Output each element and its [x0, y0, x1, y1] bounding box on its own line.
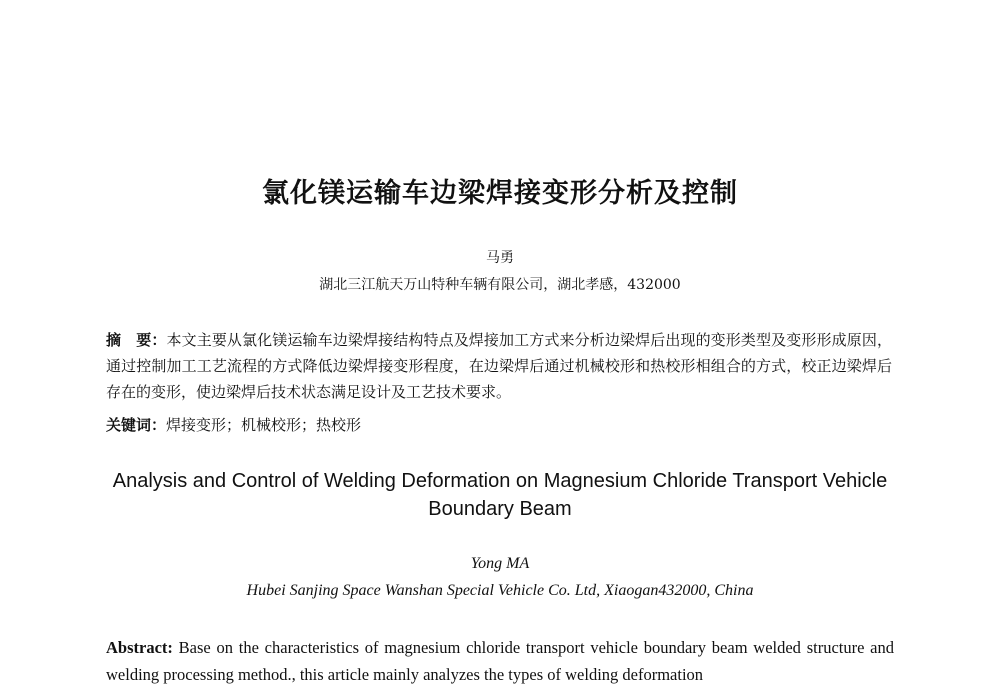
english-abstract: [106, 634, 894, 684]
chinese-author: 马勇: [486, 250, 514, 266]
chinese-keywords: [106, 413, 892, 437]
english-title: Analysis and Control of Welding Deformation on Magnesium Chloride Transport Vehicle Boundary Beam: [112, 470, 888, 520]
chinese-affiliation: 湖北三江航天万山特种车辆有限公司，湖北孝感，432000: [319, 277, 681, 293]
chinese-abstract: [106, 327, 892, 405]
chinese-keywords-text: 焊接变形；机械校形；热校形: [166, 416, 362, 434]
chinese-keywords-label: 关键词：: [106, 416, 167, 434]
chinese-title: 氯化镁运输车边梁焊接变形分析及控制: [262, 178, 738, 209]
english-abstract-text: Base on the characteristics of magnesium chloride transport vehicle boundary beam welded structure and welding processing method., this article mainly analyzes the types of welding deformation: [106, 638, 894, 684]
english-affiliation: Hubei Sanjing Space Wanshan Special Vehicle Co. Ltd, Xiaogan432000, China: [246, 582, 754, 599]
chinese-abstract-text: 本文主要从氯化镁运输车边梁焊接结构特点及焊接加工方式来分析边梁焊后出现的变形类型及变形形成原因，通过控制加工工艺流程的方式降低边梁焊接变形程度，在边梁焊后通过机械校形和热校形相组合的方式，校正边梁焊后存在的变形，使边梁焊后技术状态满足设计及工艺技术要求。: [106, 331, 892, 401]
english-author: Yong MA: [470, 555, 530, 572]
english-abstract-label: Abstract:: [106, 638, 173, 657]
chinese-abstract-label: 摘 要：: [106, 331, 167, 349]
